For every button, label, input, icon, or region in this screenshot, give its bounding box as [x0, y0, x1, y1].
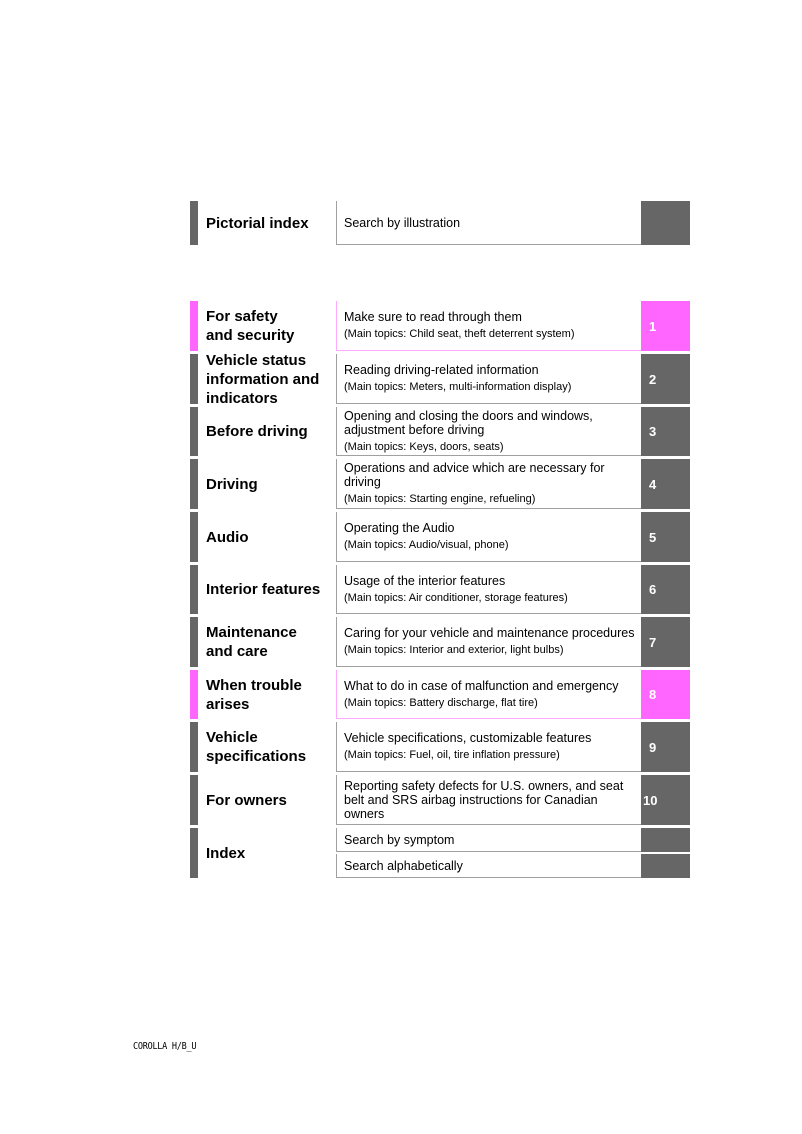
section-label: Audio: [206, 528, 249, 546]
chapter-row-8[interactable]: [190, 670, 691, 719]
section-topics: (Main topics: Audio/visual, phone): [344, 539, 509, 551]
chapter-tab-5[interactable]: 5: [641, 512, 690, 562]
section-panel: [336, 407, 641, 456]
section-topics: (Main topics: Starting engine, refueling): [344, 493, 536, 505]
section-label: Driving: [206, 475, 258, 493]
section-label: Before driving: [206, 423, 308, 440]
index-search-by-symptom[interactable]: Search by symptom: [336, 828, 641, 852]
section-topics: (Main topics: Meters, multi-information display): [344, 381, 572, 393]
index-tab-alphabetical[interactable]: [641, 854, 690, 878]
section-description: Opening and closing the doors and windows, adjustment before driving: [344, 408, 593, 437]
section-description: Make sure to read through them: [344, 310, 522, 324]
section-bar: [190, 201, 198, 245]
chapter-tab-4[interactable]: 4: [641, 459, 690, 509]
section-topics: (Main topics: Keys, doors, seats): [344, 440, 504, 453]
section-topics: (Main topics: Air conditioner, storage features): [344, 591, 568, 604]
chapter-row-1[interactable]: [190, 301, 691, 351]
section-panel: [336, 775, 641, 825]
section-label: Index: [206, 844, 246, 862]
chapter-row-4[interactable]: [190, 459, 691, 509]
section-panel: [336, 301, 641, 351]
section-label: Vehicle status information and indicators: [206, 351, 320, 407]
section-label: For safety and security: [206, 308, 295, 344]
section-label: Interior features: [206, 581, 321, 598]
chapter-row-10[interactable]: [190, 775, 691, 825]
chapter-tab-2[interactable]: 2: [641, 354, 690, 404]
chapter-tab-3[interactable]: 3: [641, 407, 690, 456]
chapter-row-3[interactable]: [190, 407, 691, 456]
section-description: Reporting safety defects for U.S. owners, and seat belt and SRS airbag instructions for Canadian owners: [344, 778, 624, 821]
chapter-tab-9[interactable]: 9: [641, 722, 690, 772]
section-description: Search by illustration: [344, 215, 461, 230]
section-description: What to do in case of malfunction and emergency: [344, 678, 619, 693]
footer-model-code: COROLLA H/B_U: [133, 1041, 197, 1052]
section-topics: (Main topics: Child seat, theft deterrent system): [344, 328, 575, 340]
section-panel: [336, 670, 641, 719]
section-panel: [336, 354, 641, 404]
section-topics: (Main topics: Fuel, oil, tire inflation pressure): [344, 749, 560, 761]
section-topics: (Main topics: Interior and exterior, light bulbs): [344, 644, 564, 656]
section-panel: [336, 722, 641, 772]
section-bar: [190, 301, 198, 351]
section-description: Reading driving-related information: [344, 363, 539, 377]
chapter-row-5[interactable]: [190, 512, 691, 562]
section-label: When trouble arises: [206, 676, 302, 713]
section-label: Maintenance and care: [206, 624, 297, 660]
section-label: For owners: [206, 791, 287, 809]
section-bar: [190, 617, 198, 667]
chapter-row-2[interactable]: [190, 351, 691, 407]
section-bar: [190, 670, 198, 719]
section-panel: [336, 565, 641, 614]
section-bar: [190, 459, 198, 509]
pictorial-index-row[interactable]: [190, 201, 691, 245]
index-search-alphabetically[interactable]: Search alphabetically: [336, 854, 641, 878]
section-bar: [190, 565, 198, 614]
section-panel: [336, 459, 641, 509]
section-topics: (Main topics: Battery discharge, flat tire): [344, 696, 538, 709]
section-description: Vehicle specifications, customizable features: [344, 731, 592, 745]
section-bar: [190, 828, 198, 878]
section-bar: [190, 775, 198, 825]
chapter-row-7[interactable]: [190, 617, 691, 667]
section-panel: [336, 617, 641, 667]
chapter-tab-8[interactable]: 8: [641, 670, 690, 719]
section-bar: [190, 722, 198, 772]
section-tab[interactable]: [641, 201, 690, 245]
section-label: Vehicle specifications: [206, 729, 307, 765]
chapter-tab-7[interactable]: 7: [641, 617, 690, 667]
section-description: Operating the Audio: [344, 521, 455, 535]
section-bar: [190, 512, 198, 562]
section-description: Caring for your vehicle and maintenance procedures: [344, 626, 635, 640]
section-bar: [190, 407, 198, 456]
section-bar: [190, 354, 198, 404]
chapter-tab-6[interactable]: 6: [641, 565, 690, 614]
chapter-row-6[interactable]: [190, 565, 691, 614]
section-panel: [336, 201, 641, 245]
section-description: Operations and advice which are necessary for driving: [344, 461, 605, 489]
index-tab-symptom[interactable]: [641, 828, 690, 852]
section-label: Pictorial index: [206, 214, 309, 232]
section-description: Usage of the interior features: [344, 573, 506, 588]
chapter-row-9[interactable]: [190, 722, 691, 772]
section-panel: [336, 512, 641, 562]
chapter-tab-10[interactable]: 10: [641, 775, 690, 825]
chapter-tab-1[interactable]: 1: [641, 301, 690, 351]
index-row: [190, 828, 691, 878]
